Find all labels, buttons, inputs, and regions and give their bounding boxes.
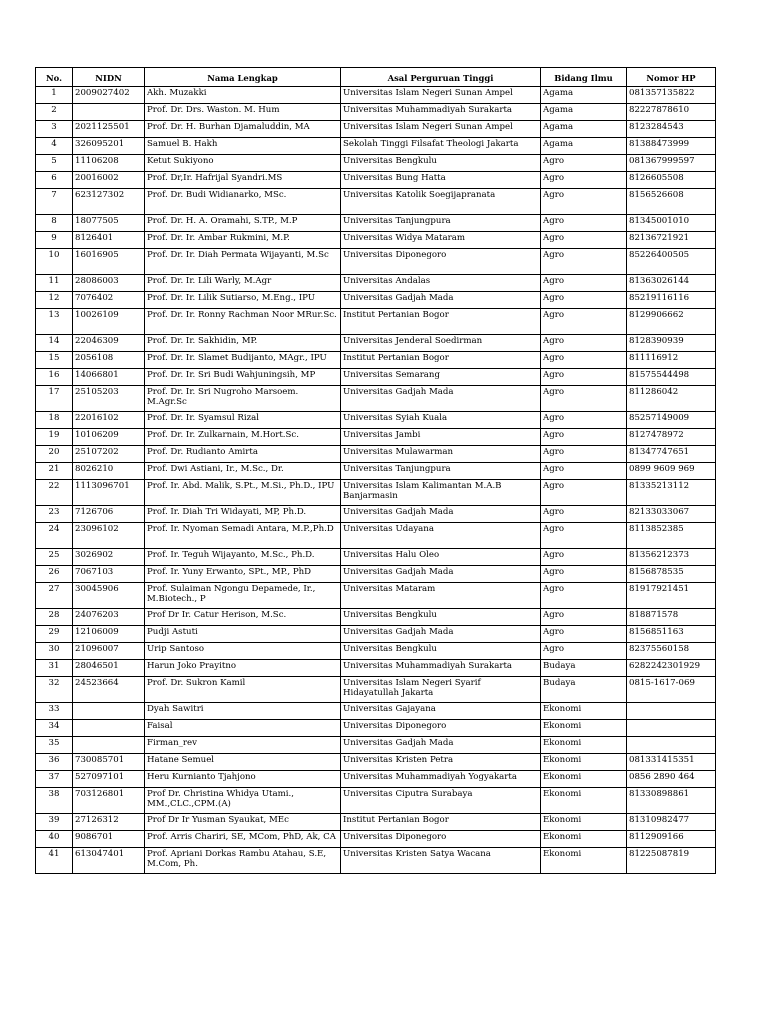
header-nama-lengkap: Nama Lengkap: [145, 68, 341, 87]
cell-asal: Universitas Bengkulu: [341, 155, 541, 172]
cell-asal: Universitas Tanjungpura: [341, 215, 541, 232]
cell-nama: Harun Joko Prayitno: [145, 660, 341, 677]
cell-hp: 82375560158: [627, 643, 716, 660]
table-row: [36, 566, 716, 583]
cell-no: 6: [36, 172, 73, 189]
cell-bidang: Agro: [541, 275, 627, 292]
cell-bidang: Agama: [541, 104, 627, 121]
table-row: [36, 189, 716, 215]
table-row: [36, 831, 716, 848]
table-row: [36, 429, 716, 446]
table-row: [36, 523, 716, 549]
cell-no: 24: [36, 523, 73, 549]
cell-asal: Universitas Gadjah Mada: [341, 292, 541, 309]
cell-no: 7: [36, 189, 73, 215]
cell-bidang: Agro: [541, 309, 627, 335]
cell-nidn: 10106209: [73, 429, 145, 446]
cell-nidn: 2021125501: [73, 121, 145, 138]
cell-asal: Universitas Ciputra Surabaya: [341, 788, 541, 814]
cell-hp: 8127478972: [627, 429, 716, 446]
cell-hp: 81335213112: [627, 480, 716, 506]
cell-asal: Universitas Gadjah Mada: [341, 626, 541, 643]
cell-nidn: 3026902: [73, 549, 145, 566]
cell-hp: 8123284543: [627, 121, 716, 138]
cell-nidn: 7126706: [73, 506, 145, 523]
cell-asal: Institut Pertanian Bogor: [341, 309, 541, 335]
cell-no: 39: [36, 814, 73, 831]
cell-asal: Universitas Islam Negeri Sunan Ampel: [341, 87, 541, 104]
cell-hp: 81330898861: [627, 788, 716, 814]
cell-hp: 81917921451: [627, 583, 716, 609]
table-row: [36, 677, 716, 703]
cell-nama: Prof. Dr. Ir. Diah Permata Wijayanti, M.Sc: [145, 249, 341, 275]
cell-asal: Universitas Halu Oleo: [341, 549, 541, 566]
cell-hp: 6282242301929: [627, 660, 716, 677]
cell-bidang: Agro: [541, 583, 627, 609]
cell-hp: 8156526608: [627, 189, 716, 215]
cell-nidn: 21096007: [73, 643, 145, 660]
cell-nidn: 11106208: [73, 155, 145, 172]
table-row: [36, 215, 716, 232]
cell-asal: Universitas Andalas: [341, 275, 541, 292]
cell-nama: Prof. Dr. Ir. Sri Nugroho Marsoem. M.Agr.Sc: [145, 386, 341, 412]
cell-nama: Prof. Dwi Astiani, Ir., M.Sc., Dr.: [145, 463, 341, 480]
cell-nidn: 24523664: [73, 677, 145, 703]
cell-bidang: Agro: [541, 446, 627, 463]
table-row: [36, 771, 716, 788]
cell-no: 38: [36, 788, 73, 814]
cell-asal: Universitas Kristen Petra: [341, 754, 541, 771]
cell-hp: 8156878535: [627, 566, 716, 583]
cell-hp: 081357135822: [627, 87, 716, 104]
cell-nama: Prof. Dr. Ir. Slamet Budijanto, MAgr., IPU: [145, 352, 341, 369]
cell-no: 18: [36, 412, 73, 429]
cell-nidn: 22016102: [73, 412, 145, 429]
header-nidn: NIDN: [73, 68, 145, 87]
cell-no: 30: [36, 643, 73, 660]
cell-asal: Universitas Tanjungpura: [341, 463, 541, 480]
cell-bidang: Ekonomi: [541, 831, 627, 848]
cell-hp: 81310982477: [627, 814, 716, 831]
cell-hp: 811116912: [627, 352, 716, 369]
table-row: [36, 703, 716, 720]
cell-no: 25: [36, 549, 73, 566]
cell-asal: Universitas Gadjah Mada: [341, 737, 541, 754]
cell-nidn: 16016905: [73, 249, 145, 275]
cell-asal: Universitas Gadjah Mada: [341, 566, 541, 583]
cell-bidang: Ekonomi: [541, 771, 627, 788]
cell-asal: Universitas Diponegoro: [341, 720, 541, 737]
cell-no: 26: [36, 566, 73, 583]
table-row: [36, 104, 716, 121]
table-row: [36, 369, 716, 386]
cell-no: 23: [36, 506, 73, 523]
table-row: [36, 480, 716, 506]
cell-asal: Universitas Gajayana: [341, 703, 541, 720]
cell-no: 1: [36, 87, 73, 104]
cell-nama: Prof Dr Ir. Catur Herison, M.Sc.: [145, 609, 341, 626]
cell-hp: 85226400505: [627, 249, 716, 275]
table-row: [36, 309, 716, 335]
cell-bidang: Agro: [541, 566, 627, 583]
cell-nidn: [73, 720, 145, 737]
table-row: [36, 87, 716, 104]
cell-nidn: 613047401: [73, 848, 145, 874]
cell-nama: Prof. Arris Chariri, SE, MCom, PhD, Ak, CA: [145, 831, 341, 848]
table-row: [36, 446, 716, 463]
cell-nidn: 2009027402: [73, 87, 145, 104]
cell-nama: Prof. Dr. Ir. Lilik Sutiarso, M.Eng., IPU: [145, 292, 341, 309]
cell-nama: Prof Dr. Christina Whidya Utami., MM.,CLC.,CPM.(A): [145, 788, 341, 814]
cell-nama: Prof Dr Ir Yusman Syaukat, MEc: [145, 814, 341, 831]
cell-hp: 8126605508: [627, 172, 716, 189]
cell-nidn: 730085701: [73, 754, 145, 771]
cell-asal: Universitas Kristen Satya Wacana: [341, 848, 541, 874]
table-row: [36, 506, 716, 523]
cell-bidang: Ekonomi: [541, 814, 627, 831]
cell-no: 3: [36, 121, 73, 138]
cell-bidang: Agro: [541, 412, 627, 429]
cell-hp: 8129906662: [627, 309, 716, 335]
cell-asal: Universitas Katolik Soegijapranata: [341, 189, 541, 215]
cell-nama: Firman_rev: [145, 737, 341, 754]
cell-hp: [627, 703, 716, 720]
cell-nidn: 27126312: [73, 814, 145, 831]
cell-no: 19: [36, 429, 73, 446]
cell-no: 15: [36, 352, 73, 369]
header-asal-perguruan-tinggi: Asal Perguruan Tinggi: [341, 68, 541, 87]
cell-hp: 82136721921: [627, 232, 716, 249]
experts-table: [35, 67, 716, 874]
cell-no: 41: [36, 848, 73, 874]
cell-nama: Prof. Ir. Yuny Erwanto, SPt., MP., PhD: [145, 566, 341, 583]
cell-nama: Prof. Sulaiman Ngongu Depamede, Ir., M.Biotech., P: [145, 583, 341, 609]
cell-bidang: Agro: [541, 549, 627, 566]
cell-bidang: Agro: [541, 609, 627, 626]
cell-asal: Universitas Muhammadiyah Surakarta: [341, 660, 541, 677]
cell-no: 8: [36, 215, 73, 232]
cell-no: 13: [36, 309, 73, 335]
table-row: [36, 814, 716, 831]
cell-nama: Prof. Dr. Ir. Zulkarnain, M.Hort.Sc.: [145, 429, 341, 446]
table-row: [36, 275, 716, 292]
cell-asal: Universitas Diponegoro: [341, 249, 541, 275]
cell-no: 28: [36, 609, 73, 626]
cell-nidn: 28086003: [73, 275, 145, 292]
cell-no: 22: [36, 480, 73, 506]
cell-bidang: Budaya: [541, 677, 627, 703]
cell-nama: Prof. Dr. Rudianto Amirta: [145, 446, 341, 463]
cell-bidang: Agro: [541, 369, 627, 386]
cell-nama: Prof. Dr. H. A. Oramahi, S.TP., M.P: [145, 215, 341, 232]
cell-bidang: Agro: [541, 506, 627, 523]
cell-asal: Universitas Jenderal Soedirman: [341, 335, 541, 352]
cell-nidn: 9086701: [73, 831, 145, 848]
cell-nama: Prof. Dr. Ir. Lili Warly, M.Agr: [145, 275, 341, 292]
table-row: [36, 660, 716, 677]
cell-bidang: Agro: [541, 215, 627, 232]
cell-hp: 82133033067: [627, 506, 716, 523]
cell-hp: 81345001010: [627, 215, 716, 232]
cell-nidn: 23096102: [73, 523, 145, 549]
cell-nama: Prof. Dr. Ir. Syamsul Rizal: [145, 412, 341, 429]
cell-hp: 081331415351: [627, 754, 716, 771]
cell-asal: Institut Pertanian Bogor: [341, 814, 541, 831]
cell-hp: 81388473999: [627, 138, 716, 155]
cell-nama: Prof. Dr. Drs. Waston. M. Hum: [145, 104, 341, 121]
cell-no: 29: [36, 626, 73, 643]
header-nomor-hp: Nomor HP: [627, 68, 716, 87]
cell-bidang: Agro: [541, 292, 627, 309]
cell-bidang: Agro: [541, 429, 627, 446]
cell-nidn: 8026210: [73, 463, 145, 480]
table-row: [36, 788, 716, 814]
cell-nama: Prof. Ir. Nyoman Semadi Antara, M.P.,Ph.D: [145, 523, 341, 549]
table-row: [36, 737, 716, 754]
cell-nama: Prof. Dr. H. Burhan Djamaluddin, MA: [145, 121, 341, 138]
cell-nama: Akh. Muzakki: [145, 87, 341, 104]
cell-nama: Samuel B. Hakh: [145, 138, 341, 155]
header-no: No.: [36, 68, 73, 87]
cell-bidang: Ekonomi: [541, 703, 627, 720]
cell-hp: 81347747651: [627, 446, 716, 463]
cell-nama: Prof. Dr. Ir. Ambar Rukmini, M.P.: [145, 232, 341, 249]
cell-asal: Universitas Mulawarman: [341, 446, 541, 463]
cell-hp: 85257149009: [627, 412, 716, 429]
cell-nama: Prof. Dr. Ir. Sakhidin, MP.: [145, 335, 341, 352]
cell-asal: Universitas Bung Hatta: [341, 172, 541, 189]
cell-hp: 81356212373: [627, 549, 716, 566]
cell-nidn: 12106009: [73, 626, 145, 643]
cell-bidang: Agro: [541, 626, 627, 643]
table-row: [36, 292, 716, 309]
table-row: [36, 754, 716, 771]
cell-hp: 8112909166: [627, 831, 716, 848]
cell-bidang: Agama: [541, 138, 627, 155]
cell-asal: Sekolah Tinggi Filsafat Theologi Jakarta: [341, 138, 541, 155]
cell-nama: Heru Kurnianto Tjahjono: [145, 771, 341, 788]
cell-nidn: 1113096701: [73, 480, 145, 506]
cell-hp: 0899 9609 969: [627, 463, 716, 480]
cell-no: 10: [36, 249, 73, 275]
cell-nidn: 24076203: [73, 609, 145, 626]
cell-nama: Faisal: [145, 720, 341, 737]
cell-nidn: 326095201: [73, 138, 145, 155]
cell-nidn: [73, 703, 145, 720]
cell-no: 17: [36, 386, 73, 412]
cell-no: 37: [36, 771, 73, 788]
cell-hp: 081367999597: [627, 155, 716, 172]
cell-nidn: 7076402: [73, 292, 145, 309]
cell-hp: 0815-1617-069: [627, 677, 716, 703]
cell-no: 40: [36, 831, 73, 848]
cell-nama: Prof. Dr. Ir. Ronny Rachman Noor MRur.Sc.: [145, 309, 341, 335]
table-row: [36, 121, 716, 138]
table-row: [36, 232, 716, 249]
cell-no: 12: [36, 292, 73, 309]
cell-nidn: 703126801: [73, 788, 145, 814]
cell-nidn: [73, 737, 145, 754]
table-row: [36, 155, 716, 172]
cell-bidang: Agama: [541, 121, 627, 138]
cell-no: 5: [36, 155, 73, 172]
table-row: [36, 609, 716, 626]
cell-nidn: 8126401: [73, 232, 145, 249]
cell-bidang: Agro: [541, 189, 627, 215]
cell-hp: 85219116116: [627, 292, 716, 309]
cell-asal: Universitas Islam Kalimantan M.A.B Banjarmasin: [341, 480, 541, 506]
cell-nama: Prof. Ir. Diah Tri Widayati, MP, Ph.D.: [145, 506, 341, 523]
table-row: [36, 848, 716, 874]
cell-bidang: Ekonomi: [541, 754, 627, 771]
cell-asal: Universitas Jambi: [341, 429, 541, 446]
cell-asal: Universitas Semarang: [341, 369, 541, 386]
cell-nama: Urip Santoso: [145, 643, 341, 660]
cell-bidang: Agro: [541, 386, 627, 412]
cell-no: 4: [36, 138, 73, 155]
cell-no: 11: [36, 275, 73, 292]
cell-no: 20: [36, 446, 73, 463]
cell-hp: 0856 2890 464: [627, 771, 716, 788]
cell-nidn: 7067103: [73, 566, 145, 583]
table-header-row: [36, 68, 716, 87]
cell-nidn: 20016002: [73, 172, 145, 189]
cell-no: 34: [36, 720, 73, 737]
cell-no: 31: [36, 660, 73, 677]
table-row: [36, 172, 716, 189]
cell-nama: Prof. Ir. Abd. Malik, S.Pt., M.Si., Ph.D., IPU: [145, 480, 341, 506]
cell-bidang: Ekonomi: [541, 788, 627, 814]
cell-hp: 811286042: [627, 386, 716, 412]
cell-bidang: Agro: [541, 352, 627, 369]
cell-nidn: 25105203: [73, 386, 145, 412]
cell-no: 16: [36, 369, 73, 386]
cell-bidang: Agro: [541, 172, 627, 189]
cell-no: 27: [36, 583, 73, 609]
cell-hp: 81225087819: [627, 848, 716, 874]
cell-no: 2: [36, 104, 73, 121]
cell-bidang: Budaya: [541, 660, 627, 677]
cell-asal: Universitas Syiah Kuala: [341, 412, 541, 429]
cell-nidn: 10026109: [73, 309, 145, 335]
cell-bidang: Agro: [541, 480, 627, 506]
cell-bidang: Agro: [541, 249, 627, 275]
cell-nidn: 25107202: [73, 446, 145, 463]
cell-hp: 8156851163: [627, 626, 716, 643]
cell-bidang: Agro: [541, 523, 627, 549]
cell-hp: 82227878610: [627, 104, 716, 121]
cell-bidang: Agro: [541, 335, 627, 352]
cell-bidang: Agro: [541, 155, 627, 172]
header-bidang-ilmu: Bidang Ilmu: [541, 68, 627, 87]
table-row: [36, 352, 716, 369]
cell-nama: Prof. Ir. Teguh Wijayanto, M.Sc., Ph.D.: [145, 549, 341, 566]
cell-hp: 8128390939: [627, 335, 716, 352]
cell-hp: [627, 720, 716, 737]
cell-nidn: 527097101: [73, 771, 145, 788]
cell-nidn: [73, 104, 145, 121]
table-row: [36, 643, 716, 660]
cell-bidang: Ekonomi: [541, 720, 627, 737]
cell-no: 9: [36, 232, 73, 249]
table-row: [36, 138, 716, 155]
table-row: [36, 412, 716, 429]
cell-asal: Universitas Bengkulu: [341, 643, 541, 660]
cell-asal: Universitas Gadjah Mada: [341, 506, 541, 523]
cell-asal: Universitas Muhammadiyah Yogyakarta: [341, 771, 541, 788]
cell-asal: Universitas Gadjah Mada: [341, 386, 541, 412]
cell-asal: Universitas Bengkulu: [341, 609, 541, 626]
cell-nama: Prof. Dr. Budi Widianarko, MSc.: [145, 189, 341, 215]
cell-asal: Universitas Widya Mataram: [341, 232, 541, 249]
cell-nidn: 28046501: [73, 660, 145, 677]
cell-asal: Universitas Diponegoro: [341, 831, 541, 848]
table-row: [36, 386, 716, 412]
cell-hp: 81363026144: [627, 275, 716, 292]
cell-nama: Prof. Dr. Sukron Kamil: [145, 677, 341, 703]
cell-asal: Institut Pertanian Bogor: [341, 352, 541, 369]
cell-no: 33: [36, 703, 73, 720]
table-row: [36, 463, 716, 480]
cell-nidn: 14066801: [73, 369, 145, 386]
cell-nama: Pudji Astuti: [145, 626, 341, 643]
cell-hp: 8113852385: [627, 523, 716, 549]
cell-asal: Universitas Mataram: [341, 583, 541, 609]
table-row: [36, 626, 716, 643]
cell-no: 35: [36, 737, 73, 754]
cell-asal: Universitas Islam Negeri Syarif Hidayatullah Jakarta: [341, 677, 541, 703]
cell-nidn: 623127302: [73, 189, 145, 215]
cell-nidn: 22046309: [73, 335, 145, 352]
cell-hp: 818871578: [627, 609, 716, 626]
cell-nama: Hatane Semuel: [145, 754, 341, 771]
cell-bidang: Agama: [541, 87, 627, 104]
cell-bidang: Agro: [541, 232, 627, 249]
table-row: [36, 335, 716, 352]
cell-nama: Prof. Dr,Ir. Hafrijal Syandri.MS: [145, 172, 341, 189]
cell-nama: Dyah Sawitri: [145, 703, 341, 720]
table-row: [36, 583, 716, 609]
cell-no: 32: [36, 677, 73, 703]
cell-nama: Prof. Dr. Ir. Sri Budi Wahjuningsih, MP: [145, 369, 341, 386]
cell-asal: Universitas Muhammadiyah Surakarta: [341, 104, 541, 121]
table-row: [36, 549, 716, 566]
cell-nidn: 18077505: [73, 215, 145, 232]
table-row: [36, 249, 716, 275]
cell-hp: 81575544498: [627, 369, 716, 386]
cell-hp: [627, 737, 716, 754]
cell-nama: Prof. Apriani Dorkas Rambu Atahau, S.E, M.Com, Ph.: [145, 848, 341, 874]
cell-nama: Ketut Sukiyono: [145, 155, 341, 172]
cell-bidang: Agro: [541, 643, 627, 660]
cell-nidn: 30045906: [73, 583, 145, 609]
cell-no: 14: [36, 335, 73, 352]
table-body: [36, 87, 716, 874]
cell-bidang: Agro: [541, 463, 627, 480]
cell-bidang: Ekonomi: [541, 737, 627, 754]
cell-no: 21: [36, 463, 73, 480]
cell-bidang: Ekonomi: [541, 848, 627, 874]
cell-asal: Universitas Udayana: [341, 523, 541, 549]
table-row: [36, 720, 716, 737]
cell-no: 36: [36, 754, 73, 771]
cell-asal: Universitas Islam Negeri Sunan Ampel: [341, 121, 541, 138]
cell-nidn: 2056108: [73, 352, 145, 369]
